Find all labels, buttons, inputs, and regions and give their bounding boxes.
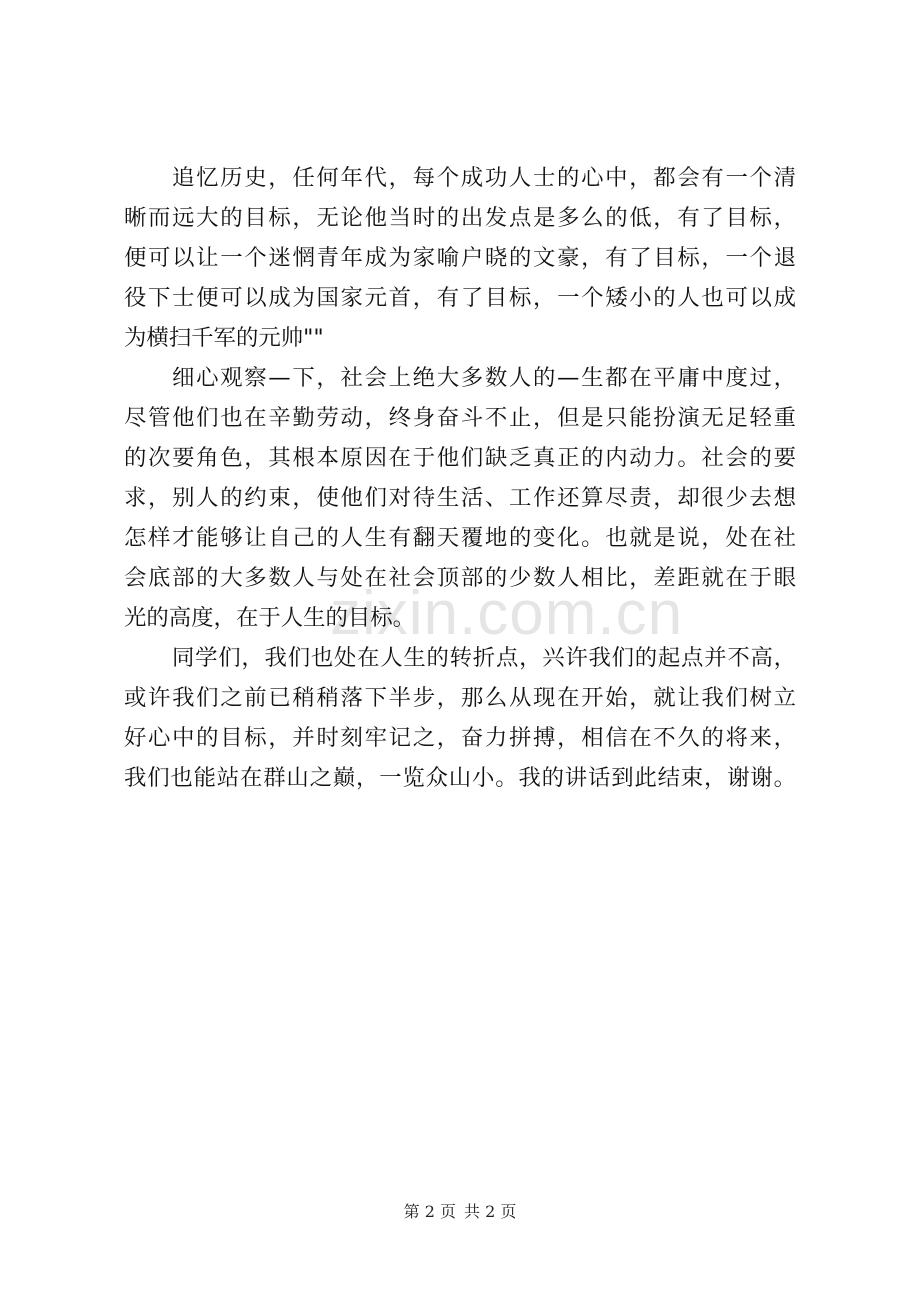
paragraph-1-line-1: 追忆历史，任何年代，每个成功人士的心中，都会有一个清 xyxy=(172,165,796,191)
paragraph-1-line-5: 为横扫千军的元帅"" xyxy=(124,325,324,351)
paragraph-2-line-7: 光的高度，在于人生的目标。 xyxy=(124,605,416,631)
page-number: 第 2 页 xyxy=(403,1202,456,1221)
paragraph-2-line-4: 求，别人的约束，使他们对待生活、工作还算尽责，却很少去想 xyxy=(124,485,796,511)
paragraph-3-line-4: 我们也能站在群山之巅，一览众山小。我的讲话到此结束，谢谢。 xyxy=(124,765,796,791)
watermark: zixin.com.cn xyxy=(330,579,684,648)
paragraph-2-line-3: 的次要角色，其根本原因在于他们缺乏真正的内动力。社会的要 xyxy=(124,445,796,471)
paragraph-2-line-1: 细心观察—下，社会上绝大多数人的—生都在平庸中度过， xyxy=(172,365,796,391)
page-footer xyxy=(0,1200,920,1224)
paragraph-3-line-1: 同学们，我们也处在人生的转折点，兴许我们的起点并不高， xyxy=(172,645,796,671)
paragraph-1-line-4: 役下士便可以成为国家元首，有了目标，一个矮小的人也可以成 xyxy=(124,285,796,311)
paragraph-2-line-2: 尽管他们也在辛勤劳动，终身奋斗不止，但是只能扮演无足轻重 xyxy=(124,405,796,431)
paragraph-3-line-3: 好心中的目标，并时刻牢记之，奋力拼搏，相信在不久的将来， xyxy=(124,725,796,751)
paragraph-2-line-5: 怎样才能够让自己的人生有翻天覆地的变化。也就是说，处在社 xyxy=(124,525,796,551)
paragraph-2-line-6: 会底部的大多数人与处在社会顶部的少数人相比，差距就在于眼 xyxy=(124,565,796,591)
paragraph-1-line-3: 便可以让一个迷惘青年成为家喻户晓的文豪，有了目标，一个退 xyxy=(124,245,796,271)
paragraph-3-line-2: 或许我们之前已稍稍落下半步，那么从现在开始，就让我们树立 xyxy=(124,685,796,711)
paragraph-1-line-2: 晰而远大的目标，无论他当时的出发点是多么的低，有了目标， xyxy=(124,205,796,231)
page-total: 共 2 页 xyxy=(464,1202,517,1221)
